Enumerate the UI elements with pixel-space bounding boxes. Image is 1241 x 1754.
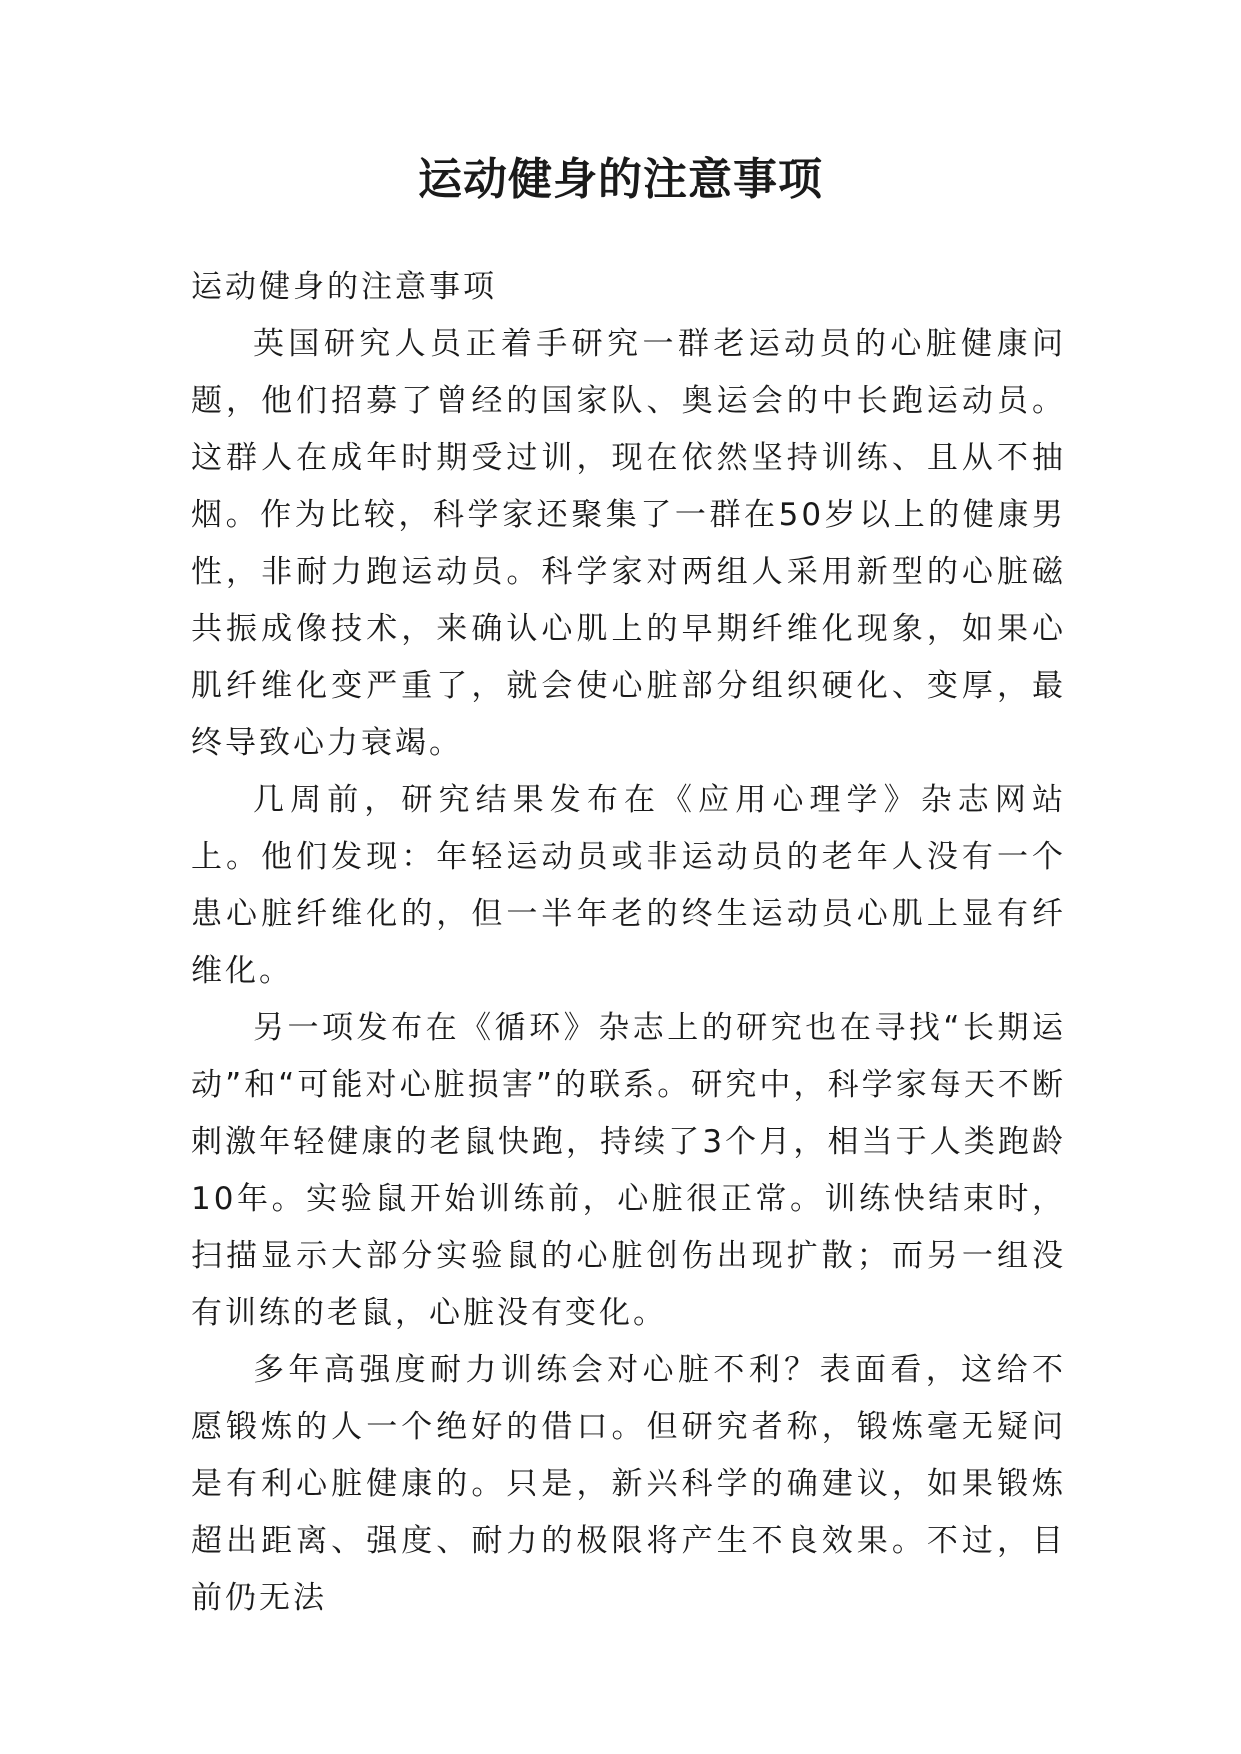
paragraph-2: 几周前，研究结果发布在《应用心理学》杂志网站上。他们发现：年轻运动员或非运动员的老年人没有一个患心脏纤维化的，但一半年老的终生运动员心肌上显有纤维化。	[191, 782, 1066, 989]
document-body	[191, 259, 1066, 1627]
document-title: 运动健身的注意事项	[418, 154, 823, 205]
paragraph-3: 另一项发布在《循环》杂志上的研究也在寻找“长期运动”和“可能对心脏损害”的联系。研究中，科学家每天不断刺激年轻健康的老鼠快跑，持续了3个月，相当于人类跑龄10年。实验鼠开始训练前，心脏很正常。训练快结束时，扫描显示大部分实验鼠的心脏创伤出现扩散；而另一组没有训练的老鼠，心脏没有变化。	[191, 1010, 1066, 1331]
paragraph-1: 英国研究人员正着手研究一群老运动员的心脏健康问题，他们招募了曾经的国家队、奥运会的中长跑运动员。这群人在成年时期受过训，现在依然坚持训练、且从不抽烟。作为比较，科学家还聚集了一群在50岁以上的健康男性，非耐力跑运动员。科学家对两组人采用新型的心脏磁共振成像技术，来确认心肌上的早期纤维化现象，如果心肌纤维化变严重了，就会使心脏部分组织硬化、变厚，最终导致心力衰竭。	[191, 326, 1066, 761]
document-subtitle: 运动健身的注意事项	[191, 269, 497, 305]
paragraph-4: 多年高强度耐力训练会对心脏不利？表面看，这给不愿锻炼的人一个绝好的借口。但研究者称，锻炼毫无疑问是有利心脏健康的。只是，新兴科学的确建议，如果锻炼超出距离、强度、耐力的极限将产生不良效果。不过，目前仍无法	[191, 1352, 1066, 1616]
